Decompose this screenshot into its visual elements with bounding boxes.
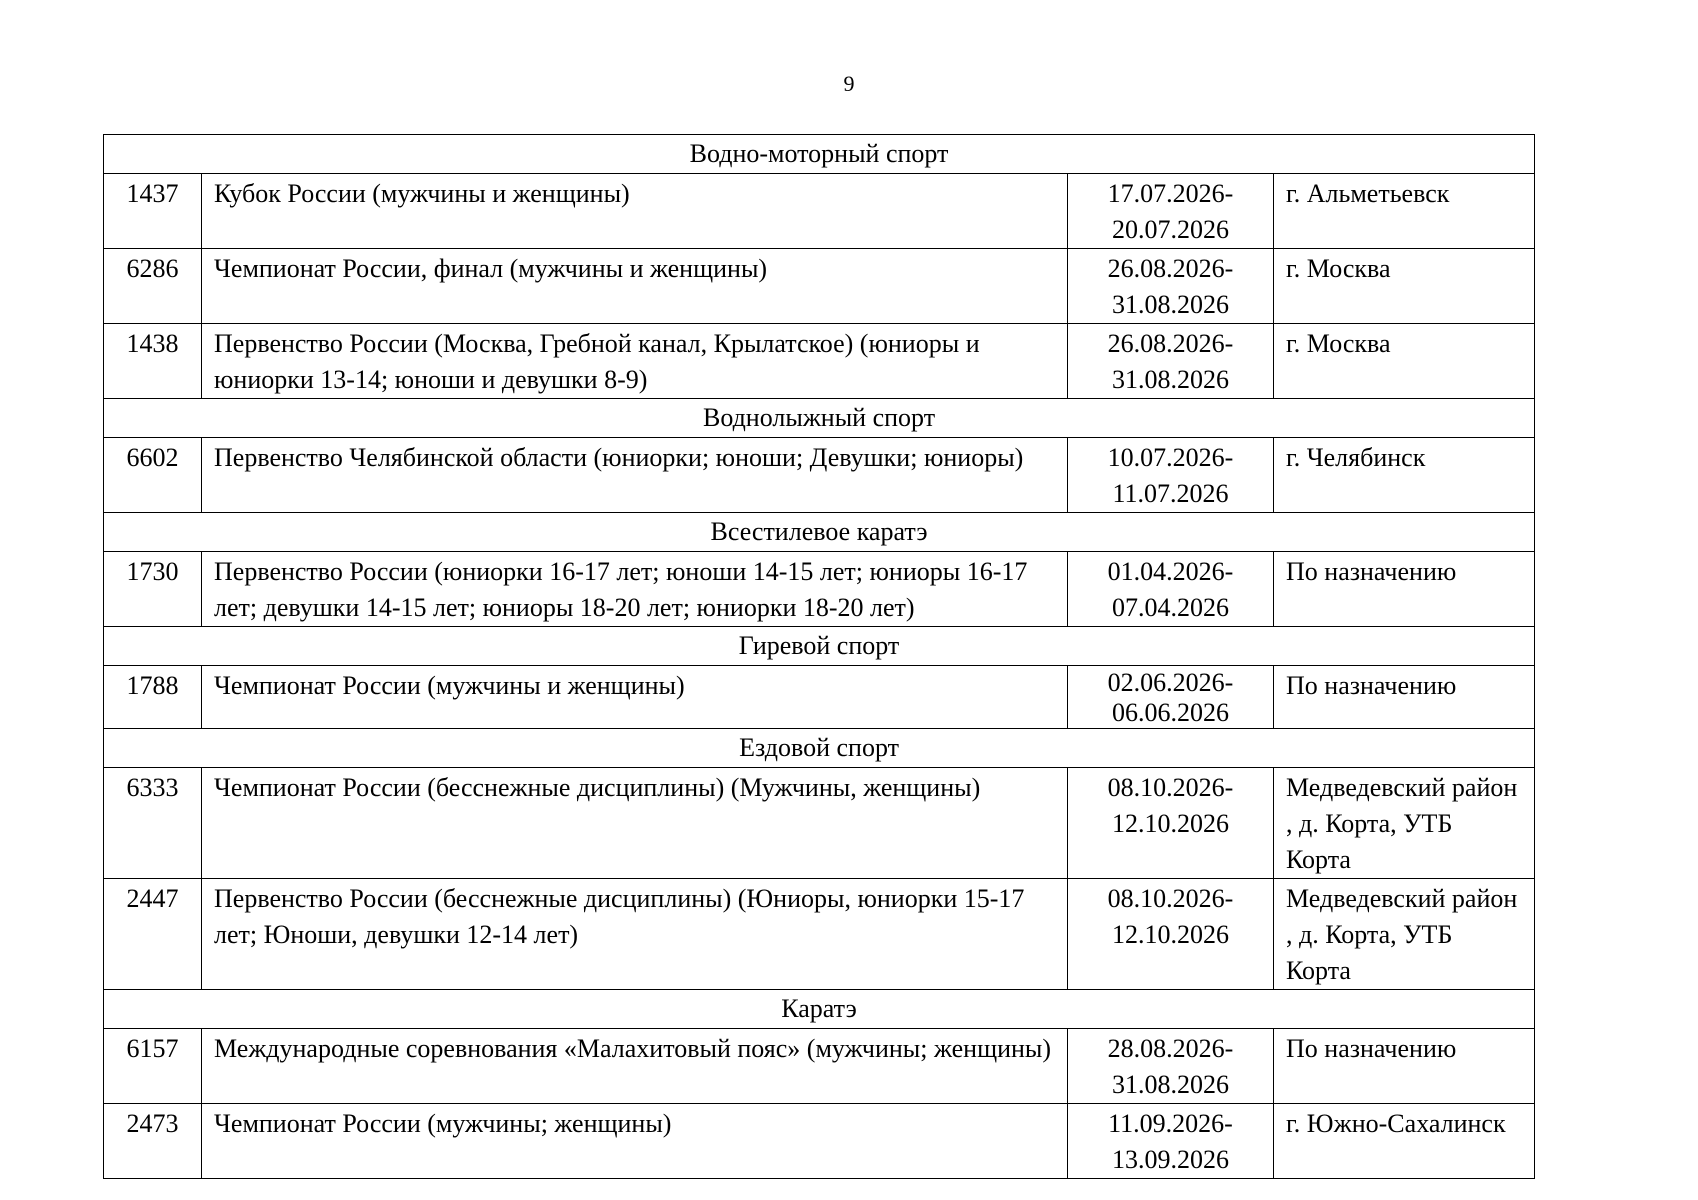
event-dates xyxy=(1068,1104,1274,1179)
event-row xyxy=(104,666,1535,729)
event-dates xyxy=(1068,666,1274,729)
section-row xyxy=(104,627,1535,666)
event-dates xyxy=(1068,768,1274,879)
event-row xyxy=(104,768,1535,879)
event-name: Кубок России (мужчины и женщины) xyxy=(202,174,1068,249)
event-name: Первенство России (бесснежные дисциплины) (Юниоры, юниорки 15-17 лет; Юноши, девушки 12-14 лет) xyxy=(202,879,1068,990)
event-place: По назначению xyxy=(1274,552,1535,627)
event-row xyxy=(104,1029,1535,1104)
date-start: 26.08.2026- xyxy=(1107,254,1234,283)
event-place: г. Альметьевск xyxy=(1274,174,1535,249)
section-row xyxy=(104,135,1535,174)
event-name: Чемпионат России (мужчины и женщины) xyxy=(202,666,1068,729)
date-start: 17.07.2026- xyxy=(1107,179,1234,208)
date-end: 07.04.2026 xyxy=(1112,593,1229,622)
section-title: Воднолыжный спорт xyxy=(104,399,1535,438)
event-dates xyxy=(1068,174,1274,249)
event-name: Первенство России (Москва, Гребной канал, Крылатское) (юниоры и юниорки 13-14; юноши и девушки 8-9) xyxy=(202,324,1068,399)
date-start: 26.08.2026- xyxy=(1107,329,1234,358)
date-end: 06.06.2026 xyxy=(1112,698,1229,727)
section-title: Ездовой спорт xyxy=(104,729,1535,768)
event-name: Международные соревнования «Малахитовый пояс» (мужчины; женщины) xyxy=(202,1029,1068,1104)
date-start: 01.04.2026- xyxy=(1107,557,1234,586)
event-row xyxy=(104,552,1535,627)
date-start: 28.08.2026- xyxy=(1107,1034,1234,1063)
section-title: Гиревой спорт xyxy=(104,627,1535,666)
event-code: 6602 xyxy=(104,438,202,513)
event-dates xyxy=(1068,552,1274,627)
event-code: 6333 xyxy=(104,768,202,879)
event-name: Первенство Челябинской области (юниорки; юноши; Девушки; юниоры) xyxy=(202,438,1068,513)
section-row xyxy=(104,990,1535,1029)
event-dates xyxy=(1068,879,1274,990)
section-title: Всестилевое каратэ xyxy=(104,513,1535,552)
date-end: 12.10.2026 xyxy=(1112,809,1229,838)
date-end: 12.10.2026 xyxy=(1112,920,1229,949)
event-name: Первенство России (юниорки 16-17 лет; юноши 14-15 лет; юниоры 16-17 лет; девушки 14-15 лет; юниоры 18-20 лет; юниорки 18-20 лет) xyxy=(202,552,1068,627)
event-name: Чемпионат России (мужчины; женщины) xyxy=(202,1104,1068,1179)
section-row xyxy=(104,399,1535,438)
event-place: Медведевский район , д. Корта, УТБ Корта xyxy=(1274,768,1535,879)
event-name: Чемпионат России, финал (мужчины и женщины) xyxy=(202,249,1068,324)
event-code: 6157 xyxy=(104,1029,202,1104)
event-place: По назначению xyxy=(1274,666,1535,729)
event-place: Медведевский район , д. Корта, УТБ Корта xyxy=(1274,879,1535,990)
event-place: По назначению xyxy=(1274,1029,1535,1104)
event-row xyxy=(104,324,1535,399)
event-code: 1788 xyxy=(104,666,202,729)
date-start: 08.10.2026- xyxy=(1107,773,1234,802)
event-place: г. Москва xyxy=(1274,249,1535,324)
event-code: 1730 xyxy=(104,552,202,627)
date-end: 11.07.2026 xyxy=(1112,479,1229,508)
event-row xyxy=(104,249,1535,324)
event-code: 2473 xyxy=(104,1104,202,1179)
date-end: 31.08.2026 xyxy=(1112,290,1229,319)
event-dates xyxy=(1068,438,1274,513)
date-end: 13.09.2026 xyxy=(1112,1145,1229,1174)
date-end: 31.08.2026 xyxy=(1112,365,1229,394)
event-code: 6286 xyxy=(104,249,202,324)
event-row xyxy=(104,879,1535,990)
date-end: 20.07.2026 xyxy=(1112,215,1229,244)
event-dates xyxy=(1068,324,1274,399)
date-start: 08.10.2026- xyxy=(1107,884,1234,913)
event-place: г. Челябинск xyxy=(1274,438,1535,513)
event-place: г. Москва xyxy=(1274,324,1535,399)
page-number: 9 xyxy=(843,71,855,96)
date-start: 02.06.2026- xyxy=(1107,668,1234,697)
event-place: г. Южно-Сахалинск xyxy=(1274,1104,1535,1179)
event-dates xyxy=(1068,249,1274,324)
event-code: 1437 xyxy=(104,174,202,249)
section-title: Водно-моторный спорт xyxy=(104,135,1535,174)
date-start: 10.07.2026- xyxy=(1107,443,1234,472)
events-table xyxy=(103,134,1535,1179)
date-end: 31.08.2026 xyxy=(1112,1070,1229,1099)
event-code: 1438 xyxy=(104,324,202,399)
event-name: Чемпионат России (бесснежные дисциплины) (Мужчины, женщины) xyxy=(202,768,1068,879)
event-row xyxy=(104,438,1535,513)
section-title: Каратэ xyxy=(104,990,1535,1029)
section-row xyxy=(104,729,1535,768)
date-start: 11.09.2026- xyxy=(1108,1109,1233,1138)
event-code: 2447 xyxy=(104,879,202,990)
section-row xyxy=(104,513,1535,552)
event-row xyxy=(104,174,1535,249)
event-dates xyxy=(1068,1029,1274,1104)
event-row xyxy=(104,1104,1535,1179)
